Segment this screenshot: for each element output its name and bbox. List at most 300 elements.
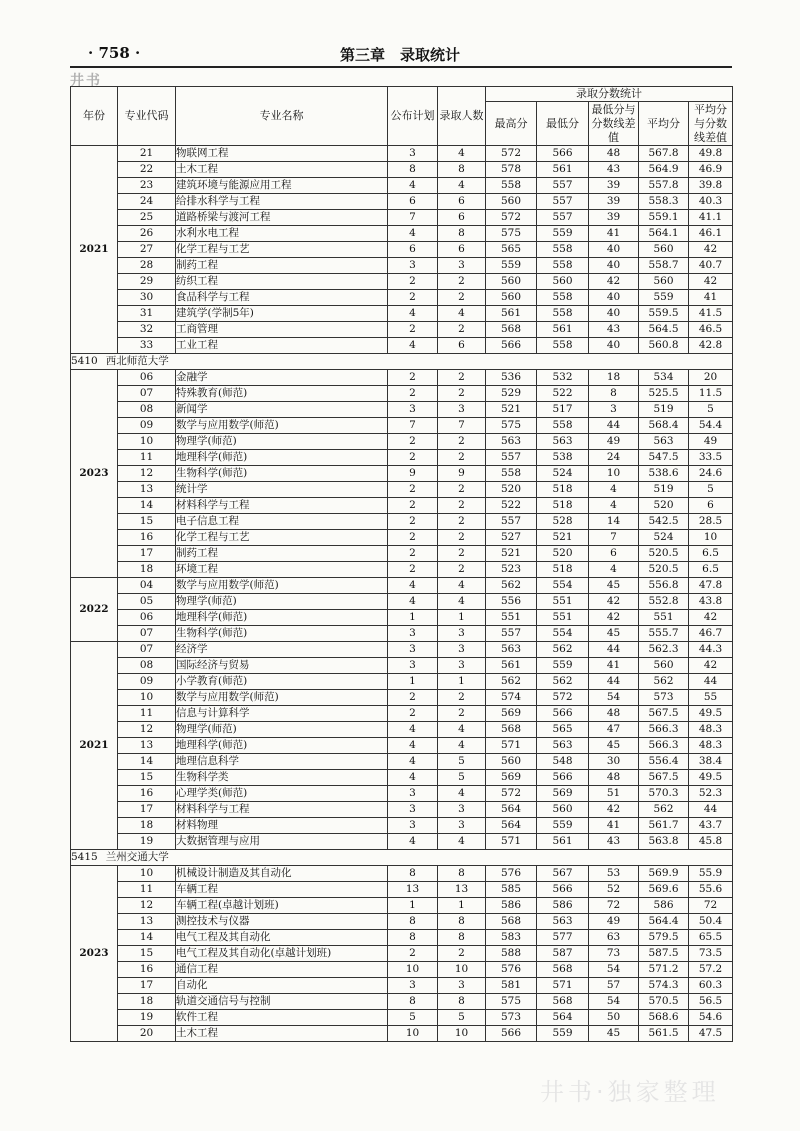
table-cell: 30: [118, 290, 176, 306]
table-cell: 519: [639, 402, 689, 418]
table-cell: 577: [537, 930, 589, 946]
table-cell: 3: [388, 626, 438, 642]
table-cell: 1: [388, 674, 438, 690]
table-cell: 2: [438, 322, 486, 338]
table-cell: 18: [118, 562, 176, 578]
table-cell: 物联网工程: [176, 146, 388, 162]
table-cell: 10: [118, 434, 176, 450]
table-cell: 9: [438, 466, 486, 482]
table-cell: 63: [589, 930, 639, 946]
table-cell: 4: [438, 578, 486, 594]
table-cell: 562: [639, 674, 689, 690]
table-cell: 587.5: [639, 946, 689, 962]
table-cell: 33: [118, 338, 176, 354]
table-cell: 1: [388, 898, 438, 914]
table-cell: 588: [486, 946, 537, 962]
table-cell: 4: [388, 338, 438, 354]
table-row: [71, 466, 733, 482]
table-cell: 8: [438, 930, 486, 946]
table-row: [71, 834, 733, 850]
table-cell: 40: [589, 338, 639, 354]
table-cell: 558.3: [639, 194, 689, 210]
table-cell: 570.5: [639, 994, 689, 1010]
table-cell: 22: [118, 162, 176, 178]
table-cell: 8: [388, 914, 438, 930]
table-cell: 560: [486, 290, 537, 306]
table-cell: 14: [118, 498, 176, 514]
table-row: [71, 978, 733, 994]
table-cell: 2: [438, 450, 486, 466]
table-cell: 11.5: [689, 386, 733, 402]
table-cell: 41: [589, 226, 639, 242]
table-cell: 2: [388, 482, 438, 498]
table-cell: 2: [438, 530, 486, 546]
table-cell: 559: [639, 290, 689, 306]
table-cell: 建筑环境与能源应用工程: [176, 178, 388, 194]
table-row: [71, 994, 733, 1010]
table-cell: 2: [438, 690, 486, 706]
table-cell: 45: [589, 626, 639, 642]
table-cell: 10: [438, 962, 486, 978]
table-cell: 11: [118, 450, 176, 466]
table-cell: 材料科学与工程: [176, 802, 388, 818]
table-cell: 2: [388, 706, 438, 722]
table-cell: 522: [537, 386, 589, 402]
table-cell: 43: [589, 162, 639, 178]
table-row: [71, 722, 733, 738]
table-row: [71, 818, 733, 834]
table-cell: 581: [486, 978, 537, 994]
table-cell: 44: [589, 642, 639, 658]
table-cell: 31: [118, 306, 176, 322]
table-cell: 2: [438, 562, 486, 578]
table-cell: 小学教育(师范): [176, 674, 388, 690]
table-cell: 547.5: [639, 450, 689, 466]
table-cell: 车辆工程(卓越计划班): [176, 898, 388, 914]
table-cell: 41.1: [689, 210, 733, 226]
table-cell: 41: [589, 658, 639, 674]
table-cell: 42: [589, 594, 639, 610]
table-cell: 8: [388, 162, 438, 178]
table-cell: 56.5: [689, 994, 733, 1010]
table-cell: 562: [639, 802, 689, 818]
table-cell: 519: [639, 482, 689, 498]
table-cell: 05: [118, 594, 176, 610]
table-cell: 3: [388, 802, 438, 818]
table-cell: 560: [537, 802, 589, 818]
table-cell: 17: [118, 802, 176, 818]
table-cell: 化学工程与工艺: [176, 242, 388, 258]
table-cell: 568: [486, 914, 537, 930]
table-cell: 7: [388, 210, 438, 226]
table-cell: 560: [639, 658, 689, 674]
table-cell: 571.2: [639, 962, 689, 978]
table-cell: 09: [118, 418, 176, 434]
table-cell: 09: [118, 674, 176, 690]
table-cell: 43.7: [689, 818, 733, 834]
table-cell: 47.8: [689, 578, 733, 594]
table-cell: 557: [537, 194, 589, 210]
table-cell: 564: [537, 1010, 589, 1026]
table-cell: 11: [118, 882, 176, 898]
table-cell: 电子信息工程: [176, 514, 388, 530]
table-row: [71, 546, 733, 562]
table-cell: 44: [689, 802, 733, 818]
table-cell: 19: [118, 834, 176, 850]
table-cell: 573: [486, 1010, 537, 1026]
table-cell: 558.7: [639, 258, 689, 274]
table-cell: 569: [486, 706, 537, 722]
table-cell: 心理学类(师范): [176, 786, 388, 802]
table-cell: 564.5: [639, 322, 689, 338]
table-cell: 物理学(师范): [176, 594, 388, 610]
table-cell: 4: [589, 498, 639, 514]
table-cell: 6: [438, 194, 486, 210]
table-row: [71, 434, 733, 450]
table-cell: 2: [388, 450, 438, 466]
table-cell: 564.4: [639, 914, 689, 930]
table-cell: 新闻学: [176, 402, 388, 418]
table-cell: 48: [589, 770, 639, 786]
table-cell: 26: [118, 226, 176, 242]
table-cell: 42: [589, 274, 639, 290]
table-cell: 3: [438, 258, 486, 274]
table-row: [71, 738, 733, 754]
table-cell: 560: [537, 274, 589, 290]
table-cell: 电气工程及其自动化: [176, 930, 388, 946]
table-row: [71, 450, 733, 466]
table-cell: 3: [438, 978, 486, 994]
table-row: [71, 370, 733, 386]
table-cell: 4: [388, 306, 438, 322]
table-cell: 538.6: [639, 466, 689, 482]
table-cell: 07: [118, 626, 176, 642]
table-cell: 579.5: [639, 930, 689, 946]
table-cell: 15: [118, 770, 176, 786]
table-cell: 55.9: [689, 866, 733, 882]
table-cell: 567: [537, 866, 589, 882]
table-row: [71, 946, 733, 962]
table-cell: 国际经济与贸易: [176, 658, 388, 674]
header-code: 专业代码: [118, 87, 176, 146]
table-cell: 轨道交通信号与控制: [176, 994, 388, 1010]
table-row: [71, 178, 733, 194]
table-cell: 42: [689, 274, 733, 290]
chapter-title: 第三章 录取统计: [339, 46, 460, 64]
table-cell: 572: [486, 786, 537, 802]
table-cell: 5: [388, 1010, 438, 1026]
table-cell: 6.5: [689, 546, 733, 562]
table-cell: 5: [438, 770, 486, 786]
table-cell: 563: [537, 434, 589, 450]
table-cell: 工业工程: [176, 338, 388, 354]
table-row: [71, 402, 733, 418]
table-cell: 47.5: [689, 1026, 733, 1042]
table-cell: 4: [589, 562, 639, 578]
table-cell: 73.5: [689, 946, 733, 962]
year-cell: 2023: [71, 370, 118, 578]
table-cell: 23: [118, 178, 176, 194]
table-cell: 557: [486, 450, 537, 466]
table-cell: 525.5: [639, 386, 689, 402]
table-cell: 548: [537, 754, 589, 770]
table-cell: 材料科学与工程: [176, 498, 388, 514]
year-cell: 2021: [71, 642, 118, 850]
table-cell: 572: [537, 690, 589, 706]
table-cell: 3: [388, 146, 438, 162]
table-cell: 3: [438, 402, 486, 418]
table-cell: 2: [438, 290, 486, 306]
table-cell: 564.1: [639, 226, 689, 242]
table-cell: 567.5: [639, 706, 689, 722]
table-cell: 44: [689, 674, 733, 690]
header-avg: 平均分: [639, 102, 689, 146]
table-cell: 568: [537, 962, 589, 978]
table-cell: 558: [486, 466, 537, 482]
table-cell: 40.3: [689, 194, 733, 210]
table-cell: 566.3: [639, 738, 689, 754]
table-cell: 40: [589, 258, 639, 274]
table-cell: 521: [486, 546, 537, 562]
table-cell: 3: [388, 786, 438, 802]
table-cell: 2: [438, 706, 486, 722]
table-cell: 机械设计制造及其自动化: [176, 866, 388, 882]
table-cell: 42: [589, 802, 639, 818]
table-cell: 572: [486, 210, 537, 226]
table-cell: 559.1: [639, 210, 689, 226]
table-cell: 534: [639, 370, 689, 386]
table-cell: 3: [388, 818, 438, 834]
table-row: [71, 210, 733, 226]
table-cell: 生物科学(师范): [176, 466, 388, 482]
table-cell: 18: [589, 370, 639, 386]
table-cell: 3: [388, 402, 438, 418]
table-cell: 40: [589, 290, 639, 306]
table-cell: 43: [589, 322, 639, 338]
table-row: [71, 562, 733, 578]
table-cell: 3: [438, 642, 486, 658]
watermark-logo: 井书: [70, 73, 102, 89]
table-cell: 特殊教育(师范): [176, 386, 388, 402]
table-cell: 1: [388, 610, 438, 626]
table-row: [71, 690, 733, 706]
table-cell: 土木工程: [176, 162, 388, 178]
header-min-diff: 最低分与分数线差值: [589, 102, 639, 146]
school-header-row: [71, 850, 733, 866]
table-cell: 数学与应用数学(师范): [176, 578, 388, 594]
table-cell: 561: [537, 834, 589, 850]
table-cell: 8: [388, 994, 438, 1010]
table-cell: 523: [486, 562, 537, 578]
table-cell: 地理科学(师范): [176, 738, 388, 754]
table-cell: 数学与应用数学(师范): [176, 418, 388, 434]
table-cell: 571: [486, 738, 537, 754]
table-cell: 2: [388, 946, 438, 962]
table-cell: 道路桥梁与渡河工程: [176, 210, 388, 226]
table-cell: 567.8: [639, 146, 689, 162]
table-row: [71, 674, 733, 690]
table-cell: 560.8: [639, 338, 689, 354]
table-cell: 575: [486, 418, 537, 434]
table-cell: 566.3: [639, 722, 689, 738]
table-cell: 559: [537, 1026, 589, 1042]
table-cell: 6: [689, 498, 733, 514]
table-row: [71, 754, 733, 770]
table-cell: 6: [388, 242, 438, 258]
year-cell: 2021: [71, 146, 118, 354]
table-cell: 557: [486, 626, 537, 642]
table-cell: 4: [438, 594, 486, 610]
table-cell: 54: [589, 690, 639, 706]
table-cell: 44: [589, 418, 639, 434]
table-row: [71, 514, 733, 530]
table-cell: 3: [388, 978, 438, 994]
watermark-footer: 井书·独家整理: [540, 1078, 720, 1106]
table-cell: 49.5: [689, 706, 733, 722]
table-row: [71, 194, 733, 210]
table-cell: 566: [537, 706, 589, 722]
table-cell: 562.3: [639, 642, 689, 658]
table-cell: 地理科学(师范): [176, 610, 388, 626]
table-row: [71, 882, 733, 898]
table-cell: 2: [438, 546, 486, 562]
table-cell: 16: [118, 530, 176, 546]
table-cell: 10: [118, 866, 176, 882]
table-cell: 576: [486, 866, 537, 882]
table-cell: 551: [537, 594, 589, 610]
table-cell: 2: [438, 386, 486, 402]
table-cell: 材料物理: [176, 818, 388, 834]
table-cell: 73: [589, 946, 639, 962]
school-header-row: [71, 354, 733, 370]
table-cell: 2: [388, 370, 438, 386]
table-cell: 3: [438, 626, 486, 642]
table-cell: 568.6: [639, 1010, 689, 1026]
table-cell: 08: [118, 402, 176, 418]
table-cell: 38.4: [689, 754, 733, 770]
table-cell: 586: [639, 898, 689, 914]
table-cell: 3: [438, 802, 486, 818]
table-cell: 524: [537, 466, 589, 482]
table-row: [71, 162, 733, 178]
table-cell: 32: [118, 322, 176, 338]
table-cell: 13: [118, 914, 176, 930]
table-cell: 551: [537, 610, 589, 626]
table-cell: 560: [486, 194, 537, 210]
table-cell: 39: [589, 178, 639, 194]
table-cell: 570.3: [639, 786, 689, 802]
table-cell: 3: [438, 658, 486, 674]
table-cell: 2: [388, 530, 438, 546]
table-cell: 39: [589, 194, 639, 210]
school-code: 5410: [71, 355, 98, 367]
table-cell: 564: [486, 802, 537, 818]
table-cell: 556.4: [639, 754, 689, 770]
table-cell: 地理信息科学: [176, 754, 388, 770]
table-cell: 2: [388, 386, 438, 402]
table-cell: 52: [589, 882, 639, 898]
table-cell: 557: [537, 210, 589, 226]
table-row: [71, 418, 733, 434]
table-cell: 生物科学类: [176, 770, 388, 786]
table-cell: 574.3: [639, 978, 689, 994]
table-cell: 578: [486, 162, 537, 178]
table-cell: 40.7: [689, 258, 733, 274]
table-cell: 化学工程与工艺: [176, 530, 388, 546]
table-cell: 电气工程及其自动化(卓越计划班): [176, 946, 388, 962]
table-cell: 571: [486, 834, 537, 850]
table-row: [71, 146, 733, 162]
table-cell: 纺织工程: [176, 274, 388, 290]
table-cell: 17: [118, 978, 176, 994]
table-cell: 06: [118, 370, 176, 386]
table-cell: 4: [388, 834, 438, 850]
table-cell: 42: [689, 242, 733, 258]
header-stats-group: 录取分数统计: [486, 87, 733, 102]
table-cell: 25: [118, 210, 176, 226]
table-cell: 569.9: [639, 866, 689, 882]
table-cell: 10: [118, 690, 176, 706]
table-cell: 6: [388, 194, 438, 210]
table-cell: 经济学: [176, 642, 388, 658]
table-cell: 13: [118, 482, 176, 498]
table-row: [71, 642, 733, 658]
header-name: 专业名称: [176, 87, 388, 146]
table-cell: 558: [537, 290, 589, 306]
table-cell: 07: [118, 642, 176, 658]
table-cell: 572: [486, 146, 537, 162]
table-cell: 538: [537, 450, 589, 466]
table-cell: 28.5: [689, 514, 733, 530]
table-cell: 566: [537, 770, 589, 786]
table-cell: 559: [537, 226, 589, 242]
table-cell: 4: [438, 786, 486, 802]
table-cell: 24: [118, 194, 176, 210]
table-cell: 560: [639, 242, 689, 258]
table-cell: 7: [388, 418, 438, 434]
table-cell: 2: [438, 482, 486, 498]
table-cell: 42: [689, 658, 733, 674]
table-cell: 14: [118, 930, 176, 946]
table-cell: 2: [388, 322, 438, 338]
table-cell: 食品科学与工程: [176, 290, 388, 306]
header-avg-diff: 平均分与分数线差值: [689, 102, 733, 146]
table-cell: 566: [537, 882, 589, 898]
table-cell: 559: [537, 818, 589, 834]
table-cell: 561: [486, 306, 537, 322]
table-cell: 4: [438, 178, 486, 194]
table-cell: 3: [388, 658, 438, 674]
table-row: [71, 802, 733, 818]
table-cell: 562: [537, 674, 589, 690]
table-cell: 统计学: [176, 482, 388, 498]
header-admitted: 录取人数: [438, 87, 486, 146]
table-cell: 8: [589, 386, 639, 402]
table-cell: 11: [118, 706, 176, 722]
table-cell: 06: [118, 610, 176, 626]
table-cell: 561: [537, 322, 589, 338]
table-cell: 520: [486, 482, 537, 498]
header-max: 最高分: [486, 102, 537, 146]
table-cell: 27: [118, 242, 176, 258]
table-cell: 42: [589, 610, 639, 626]
table-cell: 土木工程: [176, 1026, 388, 1042]
table-cell: 2: [438, 434, 486, 450]
table-cell: 3: [388, 642, 438, 658]
page-number: · 758 ·: [88, 44, 141, 62]
table-cell: 12: [118, 898, 176, 914]
table-cell: 52.3: [689, 786, 733, 802]
